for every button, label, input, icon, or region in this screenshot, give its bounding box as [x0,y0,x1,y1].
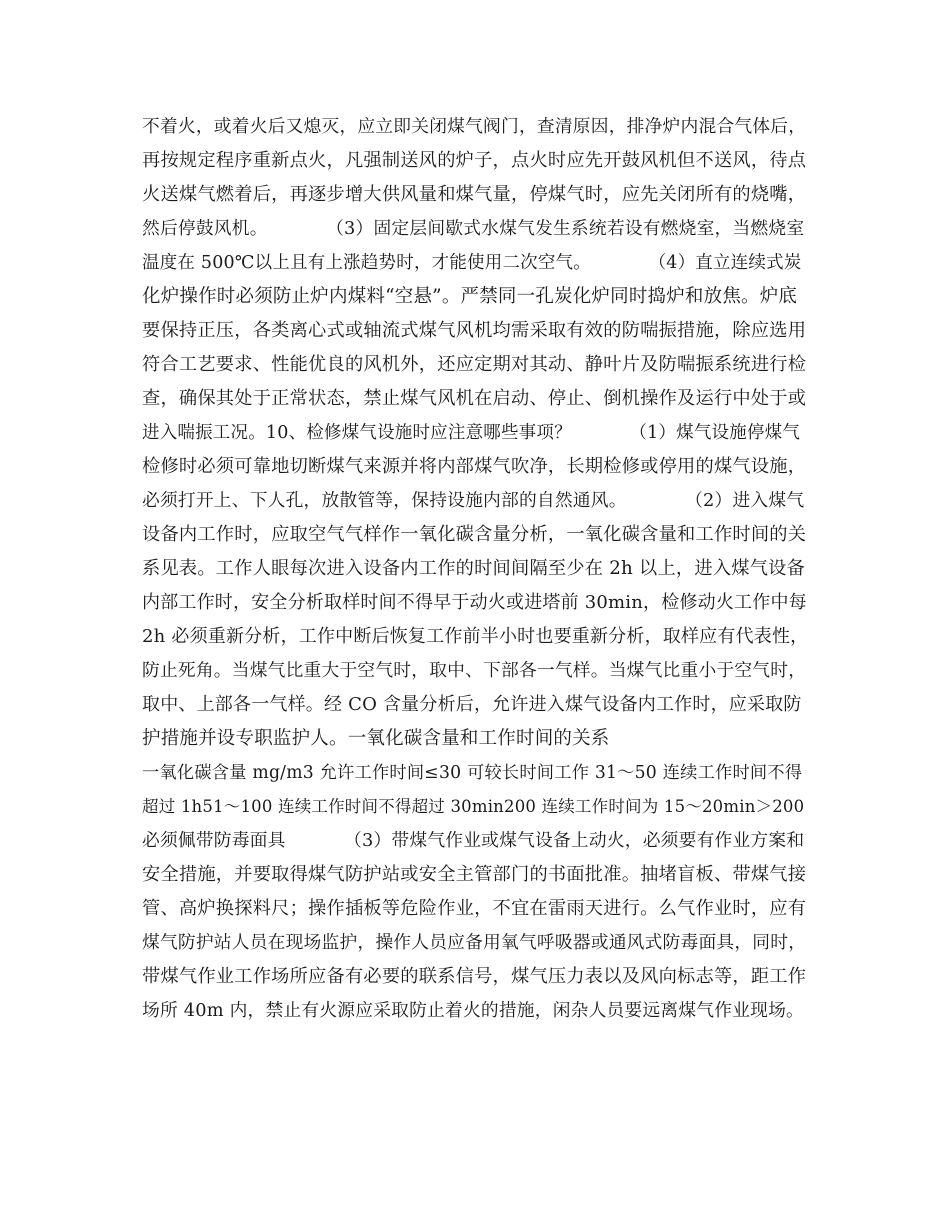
paragraph-line: 一氧化碳含量 mg/m3 允许工作时间≤30 可较长时间工作 31～50 连续工作时间不得 [142,763,803,783]
paragraph-line: 超过 1h51～100 连续工作时间不得超过 30min200 连续工作时间为 15～20min＞200 [142,797,805,816]
paragraph-line: 查，确保其处于正常状态，禁止煤气风机在启动、停止、倒机操作及运行中处于或 [142,388,807,409]
paragraph-line: 安全措施，并要取得煤气防护站或安全主管部门的书面批准。抽堵盲板、带煤气接 [142,864,807,885]
paragraph-line: 然后停鼓风机。 （3）固定层间歇式水煤气发生系统若设有燃烧室，当燃烧室 [142,219,805,239]
paragraph-line: 化炉操作时必须防止炉内煤料“空悬”。严禁同一孔炭化炉同时捣炉和放焦。炉底 [142,286,798,307]
paragraph-line: 内部工作时，安全分析取样时间不得早于动火或进塔前 30min，检修动火工作中每 [142,592,807,613]
paragraph-line: 取中、上部各一气样。经 CO 含量分析后，允许进入煤气设备内工作时，应采取防 [142,694,802,715]
paragraph-line: 再按规定程序重新点火，凡强制送风的炉子，点火时应先开鼓风机但不送风，待点 [142,150,807,171]
paragraph-line: 防止死角。当煤气比重大于空气时，取中、下部各一气样。当煤气比重小于空气时， [142,661,807,681]
paragraph-line: 不着火，或着火后又熄灭，应立即关闭煤气阀门，查清原因，排净炉内混合气体后， [142,117,807,137]
paragraph-line: 温度在 500℃以上且有上涨趋势时，才能使用二次空气。 （4）直立连续式炭 [142,253,802,273]
paragraph-line: 必须打开上、下人孔，放散管等，保持设施内部的自然通风。 （2）进入煤气 [142,491,805,511]
paragraph-line: 必须佩带防毒面具 （3）带煤气作业或煤气设备上动火，必须要有作业方案和 [142,831,805,851]
paragraph-line: 系见表。工作人眼每次进入设备内工作的时间间隔至少在 2h 以上，进入煤气设备 [142,558,806,579]
paragraph-line: 火送煤气燃着后，再逐步增大供风量和煤气量，停煤气时，应先关闭所有的烧嘴， [142,184,807,205]
paragraph-line: 场所 40m 内，禁止有火源应采取防止着火的措施，闲杂人员要远离煤气作业现场。 [142,1001,805,1021]
paragraph-line: 煤气防护站人员在现场监护，操作人员应备用氧气呼吸器或通风式防毒面具，同时， [142,933,807,953]
paragraph-line: 符合工艺要求、性能优良的风机外，还应定期对其动、静叶片及防喘振系统进行检 [142,354,807,375]
paragraph-line: 2h 必须重新分析，工作中断后恢复工作前半小时也要重新分析，取样应有代表性， [142,626,809,647]
paragraph-line: 带煤气作业工作场所应备有必要的联系信号，煤气压力表以及风向标志等，距工作 [142,966,807,987]
paragraph-line: 要保持正压，各类离心式或轴流式煤气风机均需采取有效的防喘振措施，除应选用 [142,320,807,341]
paragraph-line: 检修时必须可靠地切断煤气来源并将内部煤气吹净，长期检修或停用的煤气设施， [142,456,807,477]
paragraph-line: 进入喘振工况。10、检修煤气设施时应注意哪些事项？ （1）煤气设施停煤气 [142,423,801,443]
paragraph-line: 设备内工作时，应取空气气样作一氧化碳含量分析，一氧化碳含量和工作时间的关 [142,524,807,545]
paragraph-line: 护措施并设专职监护人。一氧化碳含量和工作时间的关系 [142,728,610,749]
paragraph-line: 管、高炉换探料尺；操作插板等危险作业，不宜在雷雨天进行。么气作业时，应有 [142,898,807,919]
